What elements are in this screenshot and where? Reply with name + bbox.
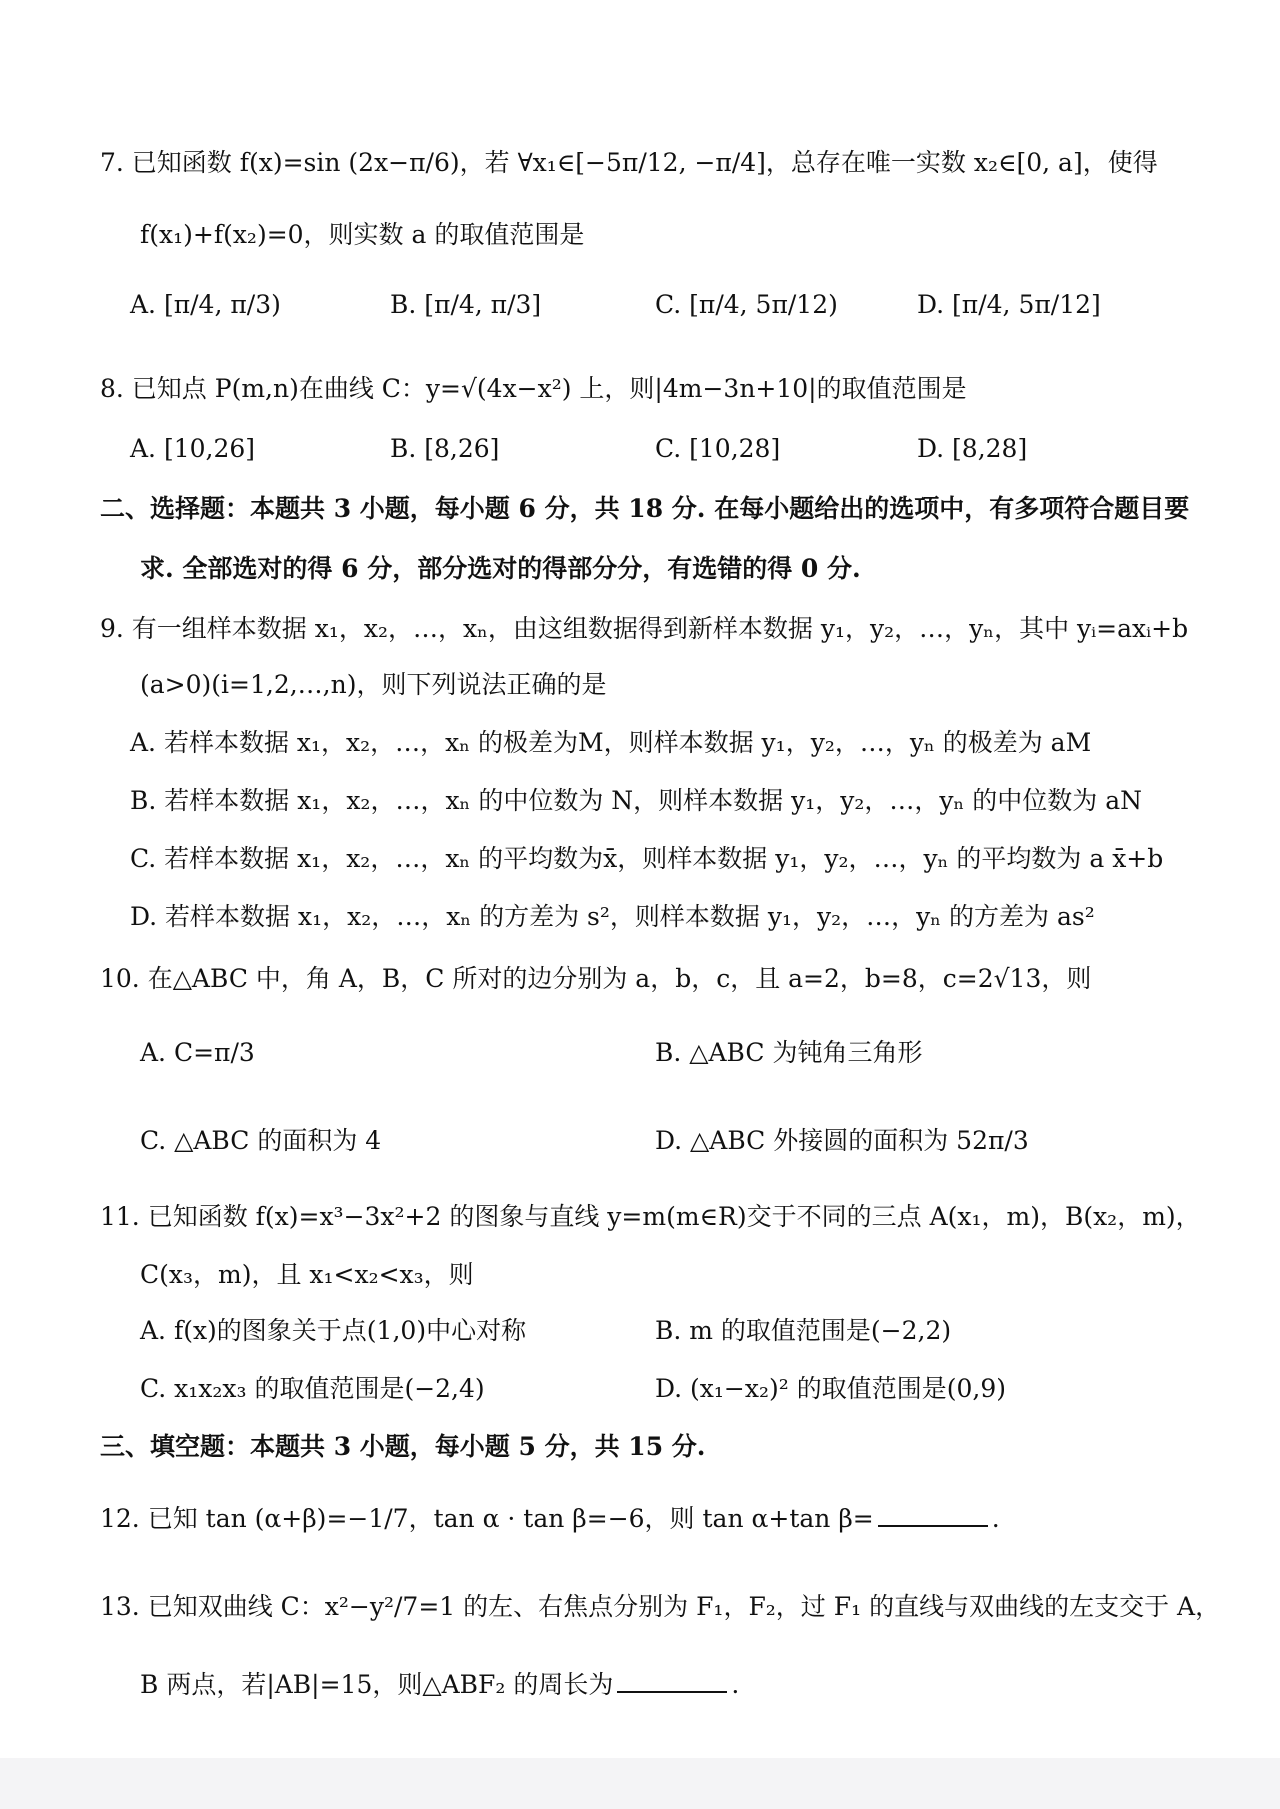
q10-option-c: C. △ABC 的面积为 4	[140, 1126, 382, 1155]
q7-line2: f(x₁)+f(x₂)=0，则实数 a 的取值范围是	[140, 220, 585, 249]
q8-option-c: C. [10,28]	[655, 434, 781, 463]
q9-line2: (a>0)(i=1,2,…,n)，则下列说法正确的是	[140, 670, 607, 699]
q11-line2: C(x₃，m)，且 x₁<x₂<x₃，则	[140, 1260, 474, 1289]
q12-stem	[100, 1506, 1000, 1531]
section2-heading-line2: 求. 全部选对的得 6 分，部分选对的得部分分，有选错的得 0 分.	[140, 554, 861, 583]
q9-option-a: A. 若样本数据 x₁，x₂，…，xₙ 的极差为M，则样本数据 y₁，y₂，…，yₙ 的极差为 aM	[130, 728, 1092, 757]
q8-option-b: B. [8,26]	[390, 434, 500, 463]
q8-option-d: D. [8,28]	[917, 434, 1028, 463]
page-footer-band	[0, 1758, 1280, 1809]
q11-line1: 11. 已知函数 f(x)=x³−3x²+2 的图象与直线 y=m(m∈R)交于不同的三点 A(x₁，m)，B(x₂，m)，	[100, 1202, 1201, 1231]
q11-option-a: A. f(x)的图象关于点(1,0)中心对称	[140, 1316, 527, 1345]
q9-option-c: C. 若样本数据 x₁，x₂，…，xₙ 的平均数为x̄，则样本数据 y₁，y₂，…，yₙ 的平均数为 a x̄+b	[130, 844, 1164, 873]
q11-option-c: C. x₁x₂x₃ 的取值范围是(−2,4)	[140, 1374, 485, 1403]
q12-stem-end: .	[991, 1504, 1000, 1533]
q10-option-d: D. △ABC 外接圆的面积为 52π/3	[655, 1126, 1029, 1155]
q12-answer-blank	[878, 1524, 988, 1527]
q11-option-d: D. (x₁−x₂)² 的取值范围是(0,9)	[655, 1374, 1006, 1403]
q8-stem: 8. 已知点 P(m,n)在曲线 C：y=√(4x−x²) 上，则|4m−3n+10|的取值范围是	[100, 374, 967, 403]
q13-answer-blank	[617, 1690, 727, 1693]
q7-option-a: A. [π/4, π/3)	[130, 290, 281, 319]
q7-option-d: D. [π/4, 5π/12]	[917, 290, 1101, 319]
q13-line2	[140, 1672, 739, 1697]
section3-heading: 三、填空题：本题共 3 小题，每小题 5 分，共 15 分.	[100, 1432, 706, 1461]
section2-heading-line1: 二、选择题：本题共 3 小题，每小题 6 分，共 18 分. 在每小题给出的选项中，有多项符合题目要	[100, 494, 1190, 523]
q11-option-b: B. m 的取值范围是(−2,2)	[655, 1316, 952, 1345]
q9-option-b: B. 若样本数据 x₁，x₂，…，xₙ 的中位数为 N，则样本数据 y₁，y₂，…，yₙ 的中位数为 aN	[130, 786, 1142, 815]
q12-stem-text: 12. 已知 tan (α+β)=−1/7，tan α · tan β=−6，则 tan α+tan β=	[100, 1504, 874, 1533]
q9-line1: 9. 有一组样本数据 x₁，x₂，…，xₙ，由这组数据得到新样本数据 y₁，y₂，…，yₙ，其中 yᵢ=axᵢ+b	[100, 614, 1189, 643]
q7-line1: 7. 已知函数 f(x)=sin (2x−π/6)，若 ∀x₁∈[−5π/12, −π/4]，总存在唯一实数 x₂∈[0, a]，使得	[100, 148, 1158, 177]
q7-option-c: C. [π/4, 5π/12)	[655, 290, 838, 319]
q9-option-d: D. 若样本数据 x₁，x₂，…，xₙ 的方差为 s²，则样本数据 y₁，y₂，…，yₙ 的方差为 as²	[130, 902, 1095, 931]
q8-option-a: A. [10,26]	[130, 434, 256, 463]
q10-option-b: B. △ABC 为钝角三角形	[655, 1038, 923, 1067]
q7-option-b: B. [π/4, π/3]	[390, 290, 542, 319]
q13-line2-end: .	[731, 1670, 740, 1699]
q10-option-a: A. C=π/3	[140, 1038, 255, 1067]
q13-line1: 13. 已知双曲线 C：x²−y²/7=1 的左、右焦点分别为 F₁，F₂，过 F₁ 的直线与双曲线的左支交于 A，	[100, 1592, 1221, 1621]
q10-stem: 10. 在△ABC 中，角 A，B，C 所对的边分别为 a，b，c，且 a=2，b=8，c=2√13，则	[100, 964, 1092, 993]
q13-line2-text: B 两点，若|AB|=15，则△ABF₂ 的周长为	[140, 1670, 614, 1699]
